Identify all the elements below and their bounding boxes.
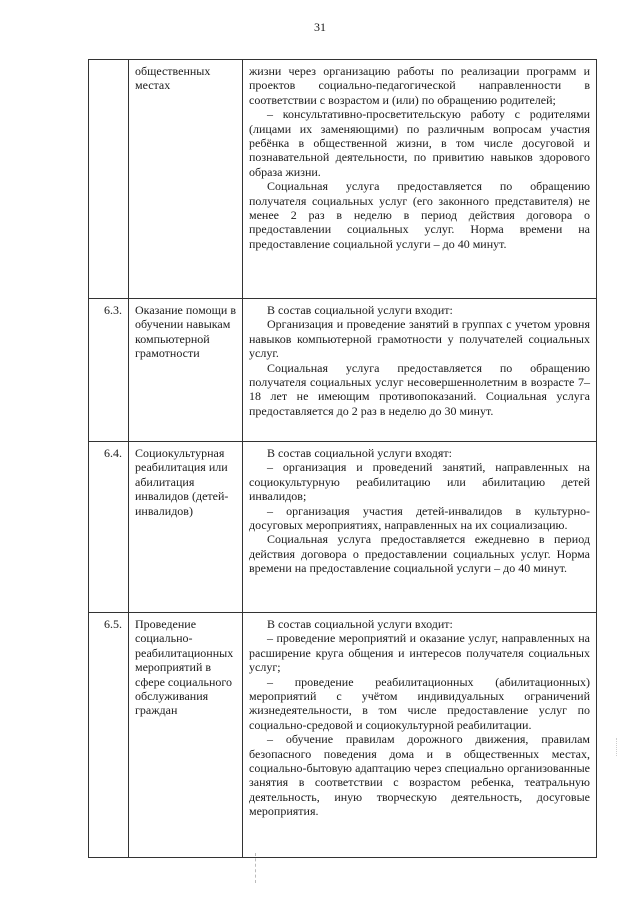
table-row [89, 442, 597, 613]
description-paragraph: – проведение реабилитационных (абилитационных) мероприятий с учётом индивидуальных ограничений жизнедеятельности, в том числе предоставление услуг по социально-средовой и социокультурной реабилитации. [249, 674, 590, 732]
table-row [89, 613, 597, 858]
service-name: общественных местах [129, 60, 243, 299]
row-number: 6.4. [89, 442, 129, 613]
description-paragraph: – обучение правилам дорожного движения, правилам безопасного поведения дома и в общественных местах, социально-бытовую адаптацию через специально организованные занятия в соответствии с возрастом ребенка, театральную деятельность, иную творческую деятельность, досуговые мероприятия. [249, 732, 590, 819]
table-row [89, 299, 597, 442]
description-paragraph: Социальная услуга предоставляется по обращению получателя социальных услуг (его законного представителя) не менее 2 раз в неделю в период действия договора о предоставлении социальных услуг. Норма времени на предоставление социальной услуги – до 40 минут. [249, 179, 590, 251]
description-paragraph: Социальная услуга предоставляется ежедневно в период действия договора о предоставлении социальных услуг. Норма времени на предоставление социальной услуги – до 40 минут. [249, 532, 590, 576]
scan-artifact [616, 738, 618, 756]
service-name: Социокультурная реабилитация или абилитация инвалидов (детей-инвалидов) [129, 442, 243, 613]
service-name: Проведение социально-реабилитационных мероприятий в сфере социального обслуживания граждан [129, 613, 243, 858]
description-paragraph: – организация и проведений занятий, направленных на социокультурную реабилитацию или абилитацию детей инвалидов; [249, 460, 590, 504]
description-paragraph: жизни через организацию работы по реализации программ и проектов социально-педагогической направленности в соответствии с возрастом и (или) по обращению родителей; [249, 64, 590, 107]
row-number: 6.3. [89, 299, 129, 442]
scan-artifact [255, 853, 257, 883]
description-paragraph: Организация и проведение занятий в группах с учетом уровня навыков компьютерной грамотности у получателей социальных услуг. [249, 317, 590, 361]
table-row [89, 60, 597, 299]
service-description [243, 613, 597, 858]
service-name: Оказание помощи в обучении навыкам компьютерной грамотности [129, 299, 243, 442]
service-description [243, 299, 597, 442]
description-paragraph: В состав социальной услуги входят: [267, 446, 452, 460]
page-number: 31 [314, 20, 326, 34]
description-paragraph: – организация участия детей-инвалидов в культурно-досуговых мероприятиях, направленных на их социализацию. [249, 503, 590, 533]
description-paragraph: В состав социальной услуги входит: [267, 303, 453, 317]
service-description [243, 60, 597, 299]
description-paragraph: – проведение мероприятий и оказание услуг, направленных на расширение круга общения и интересов получателя социальных услуг; [249, 631, 590, 675]
row-number: 6.5. [89, 613, 129, 858]
row-number [89, 60, 129, 299]
services-table [88, 59, 597, 858]
service-description [243, 442, 597, 613]
description-paragraph: Социальная услуга предоставляется по обращению получателя социальных услуг несовершеннолетним в возрасте 7–18 лет не имеющим противопоказаний. Социальная услуга предоставляется до 2 раз в неделю до 30 минут. [249, 360, 590, 418]
description-paragraph: В состав социальной услуги входит: [267, 617, 453, 631]
description-paragraph: – консультативно-просветительскую работу с родителями (лицами их заменяющими) по различным вопросам участия ребёнка в общественной жизни, в том числе досуговой и познавательной деятельности, по привитию навыков здорового образа жизни. [249, 107, 590, 179]
